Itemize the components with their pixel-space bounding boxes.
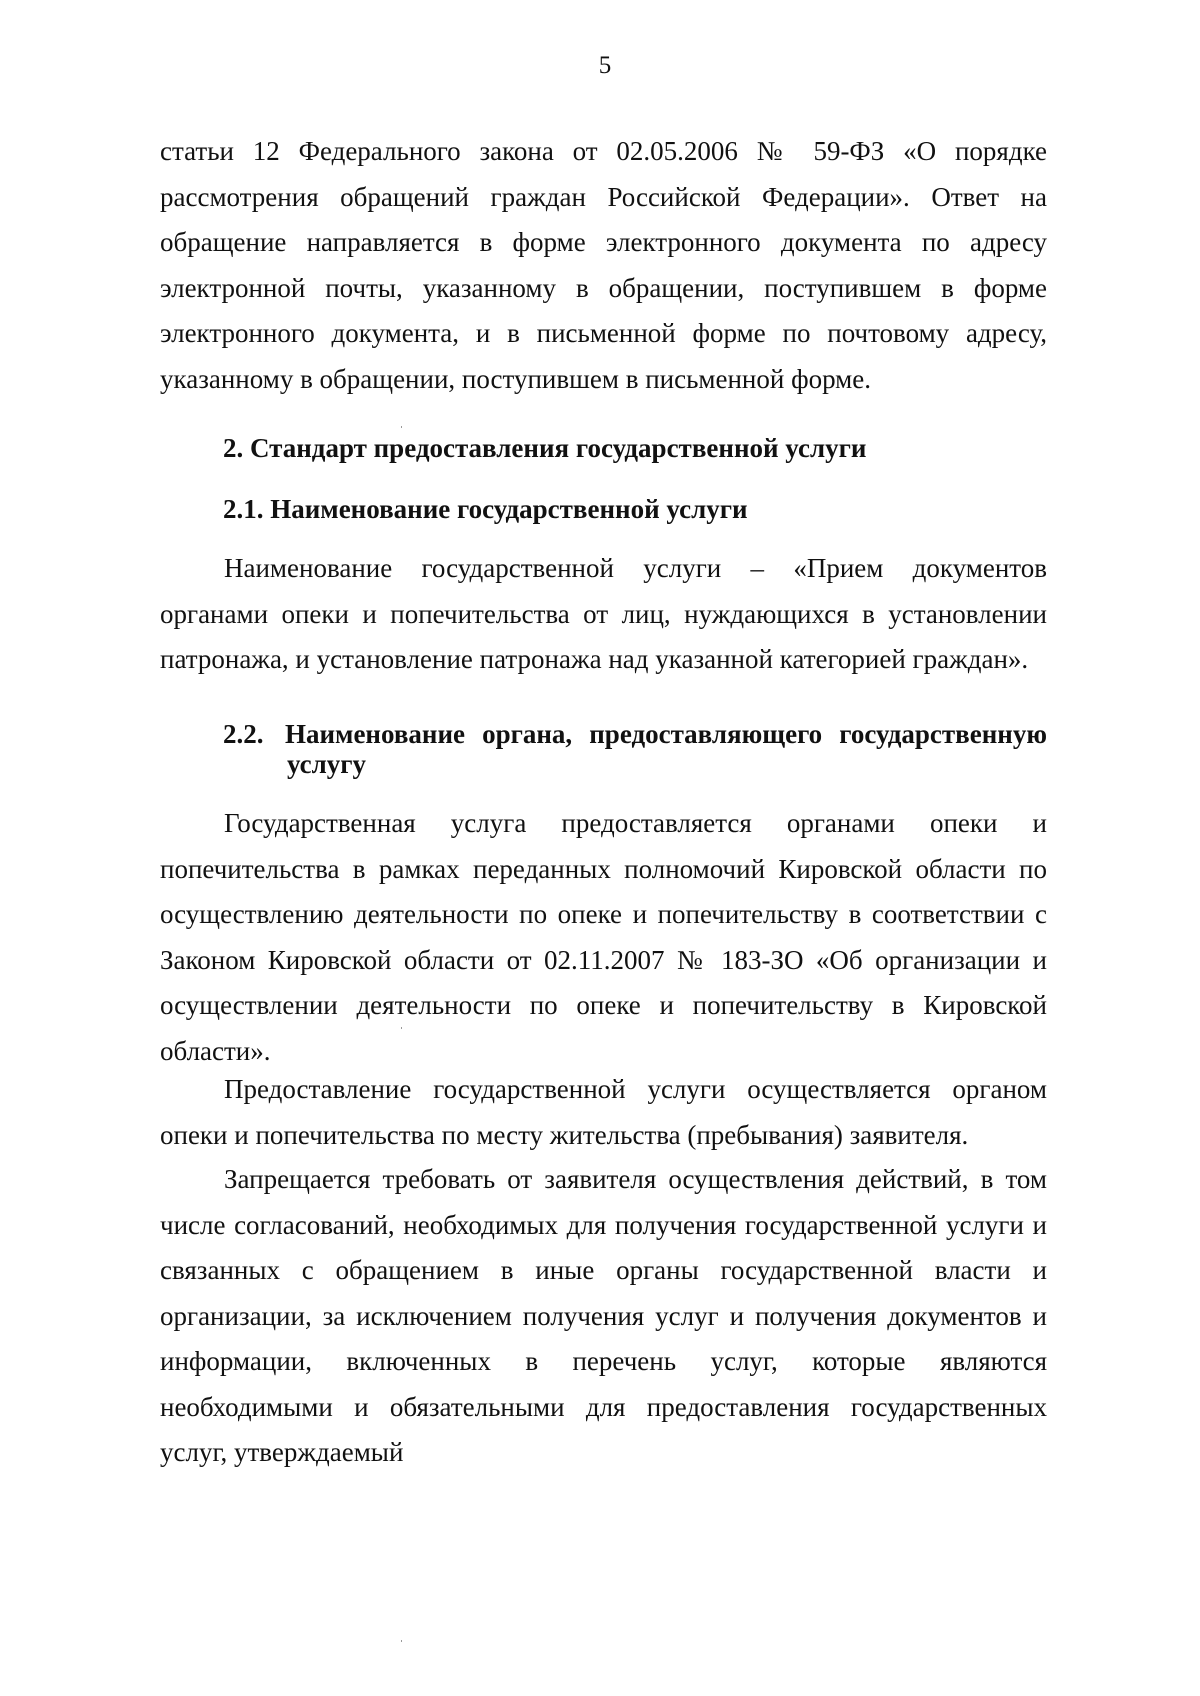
section-2-2-paragraph-3: Запрещается требовать от заявителя осуществления действий, в том числе согласований, необходимых для получения государственной услуги и связанных с обращением в иные органы государственной власти и организации, за исключением получения услуг и получения документов и информации, включенных в перечень услуг, которые являются необходимыми и обязательными для предоставления государственных услуг, утверждаемый [160,1164,1047,1467]
section-2-2-heading [223,719,1047,779]
section-2-2-paragraph-2: Предоставление государственной услуги осуществляется органом опеки и попечительства по месту жительства (пребывания) заявителя. [160,1074,1047,1150]
section-2-1-paragraph: Наименование государственной услуги – «Прием документов органами опеки и попечительства от лиц, нуждающихся в установлении патронажа, и установление патронажа над указанной категорией граждан». [160,553,1047,674]
section-2-2-title-line1: Наименование органа, предоставляющего государственную [285,719,1047,749]
section-2-1-heading: 2.1. Наименование государственной услуги [223,494,748,524]
intro-paragraph: статьи 12 Федерального закона от 02.05.2006 № 59-ФЗ «О порядке рассмотрения обращений граждан Российской Федерации». Ответ на обращение направляется в форме электронного документа по адресу электронной почты, указанному в обращении, поступившем в форме электронного документа, и в письменной форме по почтовому адресу, указанному в обращении, поступившем в письменной форме. [160,136,1047,394]
scan-speck [401,1640,402,1642]
section-2-heading: 2. Стандарт предоставления государственной услуги [223,433,867,463]
section-2-2-paragraph-1: Государственная услуга предоставляется органами опеки и попечительства в рамках переданных полномочий Кировской области по осуществлению деятельности по опеке и попечительству в соответствии с Законом Кировской области от 02.11.2007 № 183-ЗО «Об организации и осуществлении деятельности по опеке и попечительству в Кировской области». [160,808,1047,1066]
page-number: 5 [598,52,612,79]
scan-speck [401,426,402,428]
section-2-2-title-line2: услугу [287,749,367,779]
scan-speck [401,1027,402,1029]
section-2-2-number: 2.2. [223,719,264,749]
